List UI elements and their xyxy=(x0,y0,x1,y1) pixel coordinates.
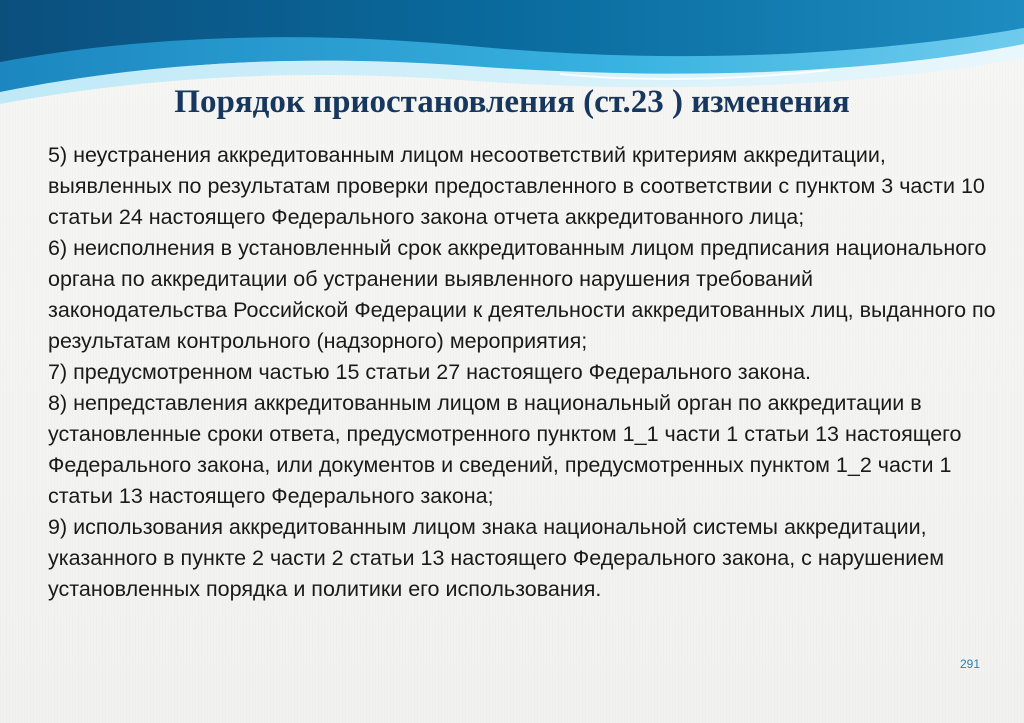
slide-title: Порядок приостановления (ст.23 ) изменения xyxy=(174,84,850,120)
list-item: 6) неисполнения в установленный срок аккредитованным лицом предписания национального органа по аккредитации об устранении выявленного нарушения требований законодательства Российской Федерации к деятельности аккредитованных лиц, выданного по результатам контрольного (надзорного) мероприятия; xyxy=(48,236,996,353)
list-item: 5) неустранения аккредитованным лицом несоответствий критериям аккредитации, выявленных по результатам проверки предоставленного в соответствии с пунктом 3 части 10 статьи 24 настоящего Федерального закона отчета аккредитованного лица; xyxy=(48,143,985,229)
slide-body xyxy=(48,140,998,605)
list-item: 9) использования аккредитованным лицом знака национальной системы аккредитации, указанного в пункте 2 части 2 статьи 13 настоящего Федерального закона, с нарушением установленных порядка и политики его использования. xyxy=(48,515,945,601)
list-item: 7) предусмотренном частью 15 статьи 27 настоящего Федерального закона. xyxy=(48,360,812,384)
page-number: 291 xyxy=(960,657,981,671)
list-item: 8) непредставления аккредитованным лицом в национальный орган по аккредитации в установленные сроки ответа, предусмотренного пунктом 1_1 части 1 статьи 13 настоящего Федерального закона, или документов и сведений, предусмотренных пунктом 1_2 части 1 статьи 13 настоящего Федерального закона; xyxy=(48,391,962,508)
